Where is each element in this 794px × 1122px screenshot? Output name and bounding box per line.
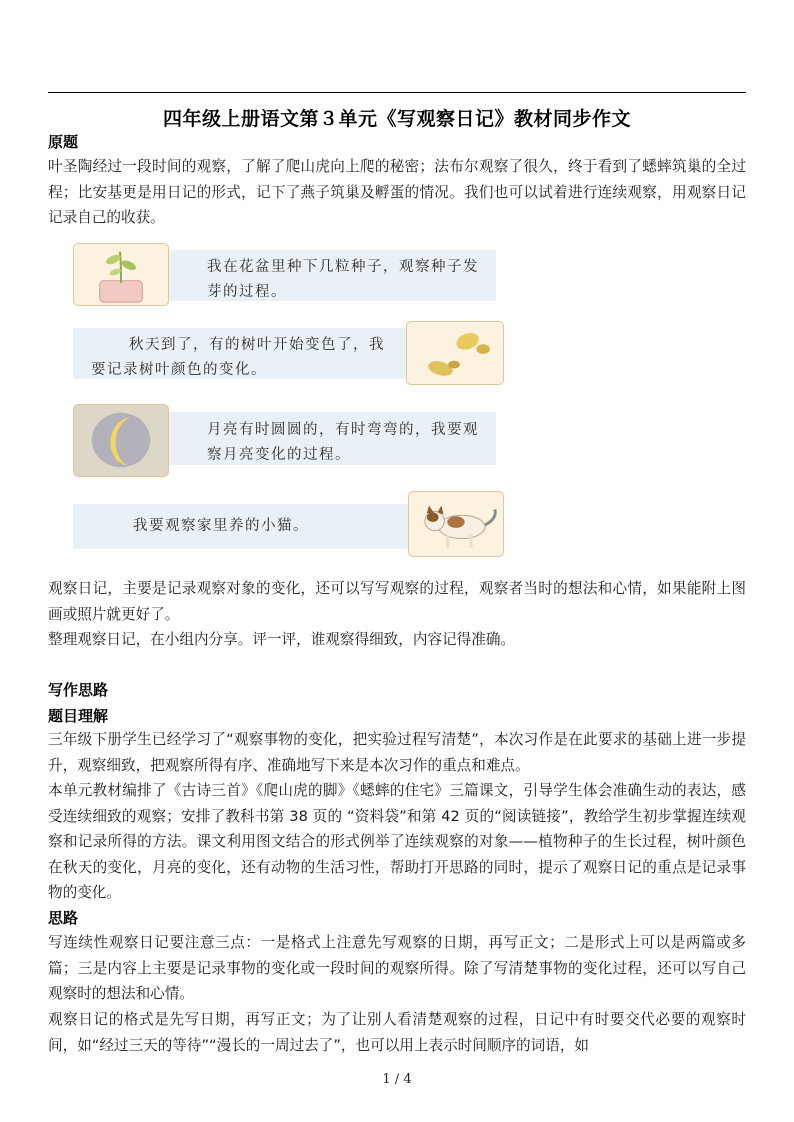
topic-paragraph-2: 本单元教材编排了《古诗三首》《爬山虎的脚》《蟋蟀的住宅》三篇课文，引导学生体会准确生动的表达，感受连续细致的观察；安排了教科书第 38 页的 “资料袋”和第 42 页的“阅读链接”，教给学生初步掌握连续观察和记录所得的方法。课文利用图文结合的形式例举了连续观察的对象——植物种子的生长过程，树叶颜色在秋天的变化，月亮的变化，还有动物的生活习性，帮助打开思路的同时，提示了观察日记的重点是记录事物的变化。	[48, 782, 746, 902]
page-number: 1 / 4	[382, 1072, 412, 1087]
subheading-topic-understanding: 题目理解	[48, 707, 109, 725]
illustration-caption-3: 月亮有时圆圆的，有时弯弯的，我要观察月亮变化的过程。	[169, 412, 496, 465]
section-heading-yuanti: 原题	[48, 133, 79, 151]
document-title: 四年级上册语文第３单元《写观察日记》教材同步作文	[162, 108, 631, 130]
cat-icon	[408, 491, 504, 557]
illustration-caption-1: 我在花盆里种下几粒种子，观察种子发芽的过程。	[169, 250, 496, 301]
illustration-caption-4: 我要观察家里养的小猫。	[73, 504, 408, 549]
intro-paragraph: 叶圣陶经过一段时间的观察，了解了爬山虎向上爬的秘密；法布尔观察了很久，终于看到了蟋蟀筑巢的全过程；比安基更是用日记的形式，记下了燕子筑巢及孵蛋的情况。我们也可以试着进行连续观察，用观察日记记录自己的收获。	[48, 158, 746, 227]
section-heading-writing-ideas: 写作思路	[48, 681, 109, 699]
illustration-caption-2: 秋天到了，有的树叶开始变色了，我要记录树叶颜色的变化。	[73, 328, 406, 379]
autumn-leaves-icon	[406, 321, 504, 385]
share-instruction-paragraph: 整理观察日记，在小组内分享。评一评，谁观察得细致，内容记得准确。	[48, 631, 516, 648]
topic-paragraph-1: 三年级下册学生已经学习了“观察事物的变化，把实验过程写清楚”，本次习作是在此要求的基础上进一步提升，观察细致，把观察所得有序、准确地写下来是本次习作的重点和难点。	[48, 731, 746, 774]
approach-paragraph-2: 观察日记的格式是先写日期，再写正文；为了让别人看清楚观察的过程，日记中有时要交代必要的观察时间，如“经过三天的等待”“漫长的一周过去了”，也可以用上表示时间顺序的词语，如	[48, 1011, 746, 1054]
sprout-in-pot-icon	[73, 243, 169, 306]
approach-paragraph-1: 写连续性观察日记要注意三点：一是格式上注意先写观察的日期，再写正文；二是形式上可以是两篇或多篇；三是内容上主要是记录事物的变化或一段时间的观察所得。除了写清楚事物的变化过程，还可以写自己观察时的想法和心情。	[48, 934, 746, 1003]
subheading-approach: 思路	[48, 909, 79, 927]
diary-description-paragraph: 观察日记，主要是记录观察对象的变化，还可以写写观察的过程，观察者当时的想法和心情，如果能附上图画或照片就更好了。	[48, 580, 746, 623]
crescent-moon-icon	[73, 404, 169, 477]
header-rule	[48, 92, 746, 93]
